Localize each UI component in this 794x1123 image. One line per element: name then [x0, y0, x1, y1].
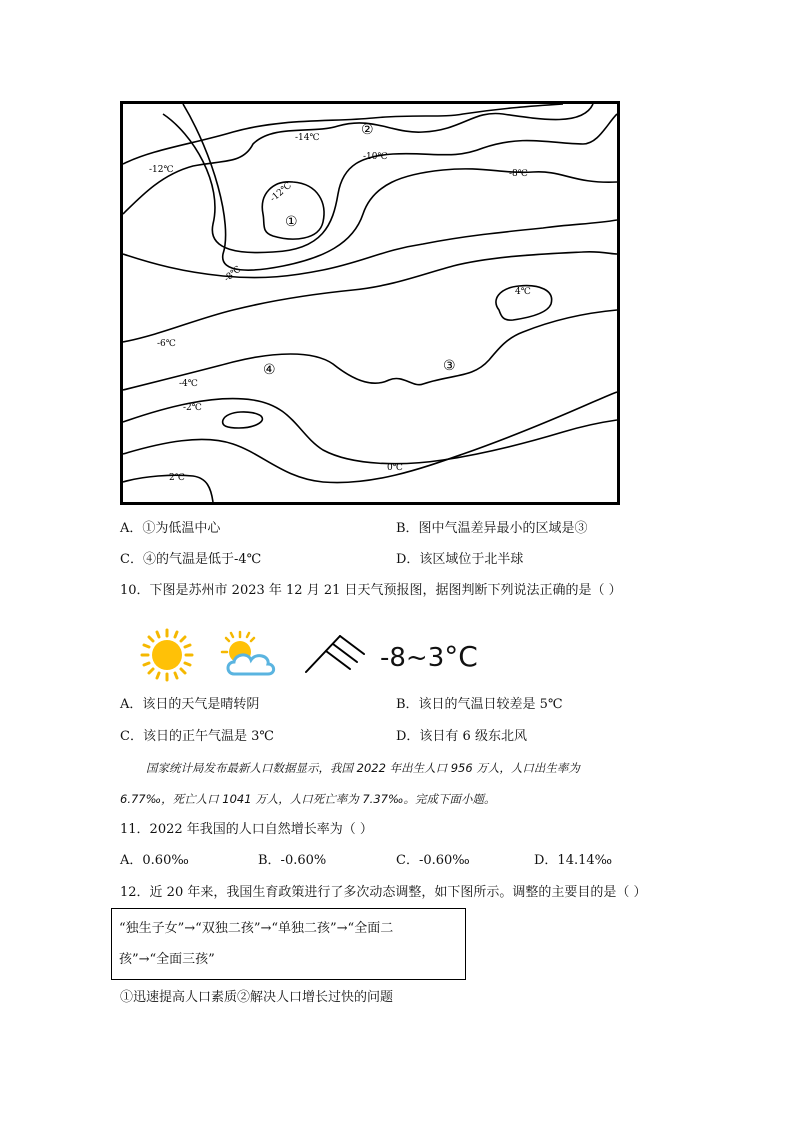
region-marker-4: ④ [263, 362, 276, 378]
isotherm-label: 4℃ [515, 287, 531, 297]
passage-line-2: 6.77‰，死亡人口 1041 万人，人口死亡率为 7.37‰。完成下面小题。 [120, 792, 496, 806]
isotherm-label: -12℃ [149, 165, 174, 175]
q12-statement: ①迅速提高人口素质②解决人口增长过快的问题 [120, 990, 394, 1005]
isotherm-label: -2℃ [183, 403, 202, 413]
isotherm-map-svg [123, 104, 617, 502]
isotherm-label: -8℃ [222, 264, 244, 285]
q11-option-b: B．-0.60% [258, 853, 327, 868]
q9-option-d: D．该区域位于北半球 [396, 552, 524, 567]
isotherm-label: -12℃ [268, 180, 294, 205]
q10-option-c: C．该日的正午气温是 3℃ [120, 729, 274, 744]
isotherm-label: 0℃ [387, 463, 403, 473]
isotherm-label: -6℃ [157, 339, 176, 349]
region-marker-3: ③ [443, 358, 456, 374]
isotherm-line [262, 182, 324, 239]
policy-line-2: 孩”→“全面三孩” [119, 952, 215, 967]
q10-stem: 10．下图是苏州市 2023 年 12 月 21 日天气预报图，据图判断下列说法正确的是（ ） [120, 583, 622, 598]
q10-option-b: B．该日的气温日较差是 5℃ [396, 697, 563, 712]
isotherm-label: -14℃ [295, 133, 320, 143]
isotherm-label: 2℃ [169, 473, 185, 483]
region-marker-1: ① [285, 214, 298, 230]
isotherm-line [123, 220, 617, 278]
sun-icon [140, 628, 194, 682]
q11-stem: 11．2022 年我国的人口自然增长率为（ ） [120, 822, 373, 837]
temperature-range-value: -8~3 [380, 643, 445, 673]
isotherm-line [123, 310, 617, 390]
q11-option-c: C．-0.60‰ [396, 853, 470, 868]
q11-option-d: D．14.14‰ [534, 853, 613, 868]
policy-box [111, 908, 466, 980]
q10-option-d: D．该日有 6 级东北风 [396, 729, 527, 744]
isotherm-line [123, 475, 213, 502]
isotherm-label: -8℃ [509, 169, 528, 179]
q9-option-c: C．④的气温是低于-4℃ [120, 552, 262, 567]
isotherm-line [123, 252, 617, 342]
q9-option-a: A．①为低温中心 [120, 521, 221, 536]
partly-cloudy-icon [220, 630, 276, 680]
wind-barb-icon [304, 632, 370, 676]
isotherm-map [120, 101, 620, 505]
q11-option-a: A．0.60‰ [120, 853, 189, 868]
isotherm-label: -10℃ [363, 152, 388, 162]
isotherm-line [223, 412, 263, 428]
temperature-unit: °C [444, 640, 478, 673]
passage-line-1: 国家统计局发布最新人口数据显示，我国 2022 年出生人口 956 万人，人口出生率为 [146, 761, 580, 775]
region-marker-2: ② [361, 122, 374, 138]
isotherm-line [123, 104, 593, 214]
q10-option-a: A．该日的天气是晴转阴 [120, 697, 260, 712]
q12-stem: 12．近 20 年来，我国生育政策进行了多次动态调整，如下图所示。调整的主要目的是（ ） [120, 885, 647, 900]
temperature-range [380, 640, 478, 675]
q9-option-b: B．图中气温差异最小的区域是③ [396, 521, 588, 536]
policy-line-1: “独生子女”→“双独二孩”→“单独二孩”→“全面二 [119, 921, 394, 936]
isotherm-label: -4℃ [179, 379, 198, 389]
